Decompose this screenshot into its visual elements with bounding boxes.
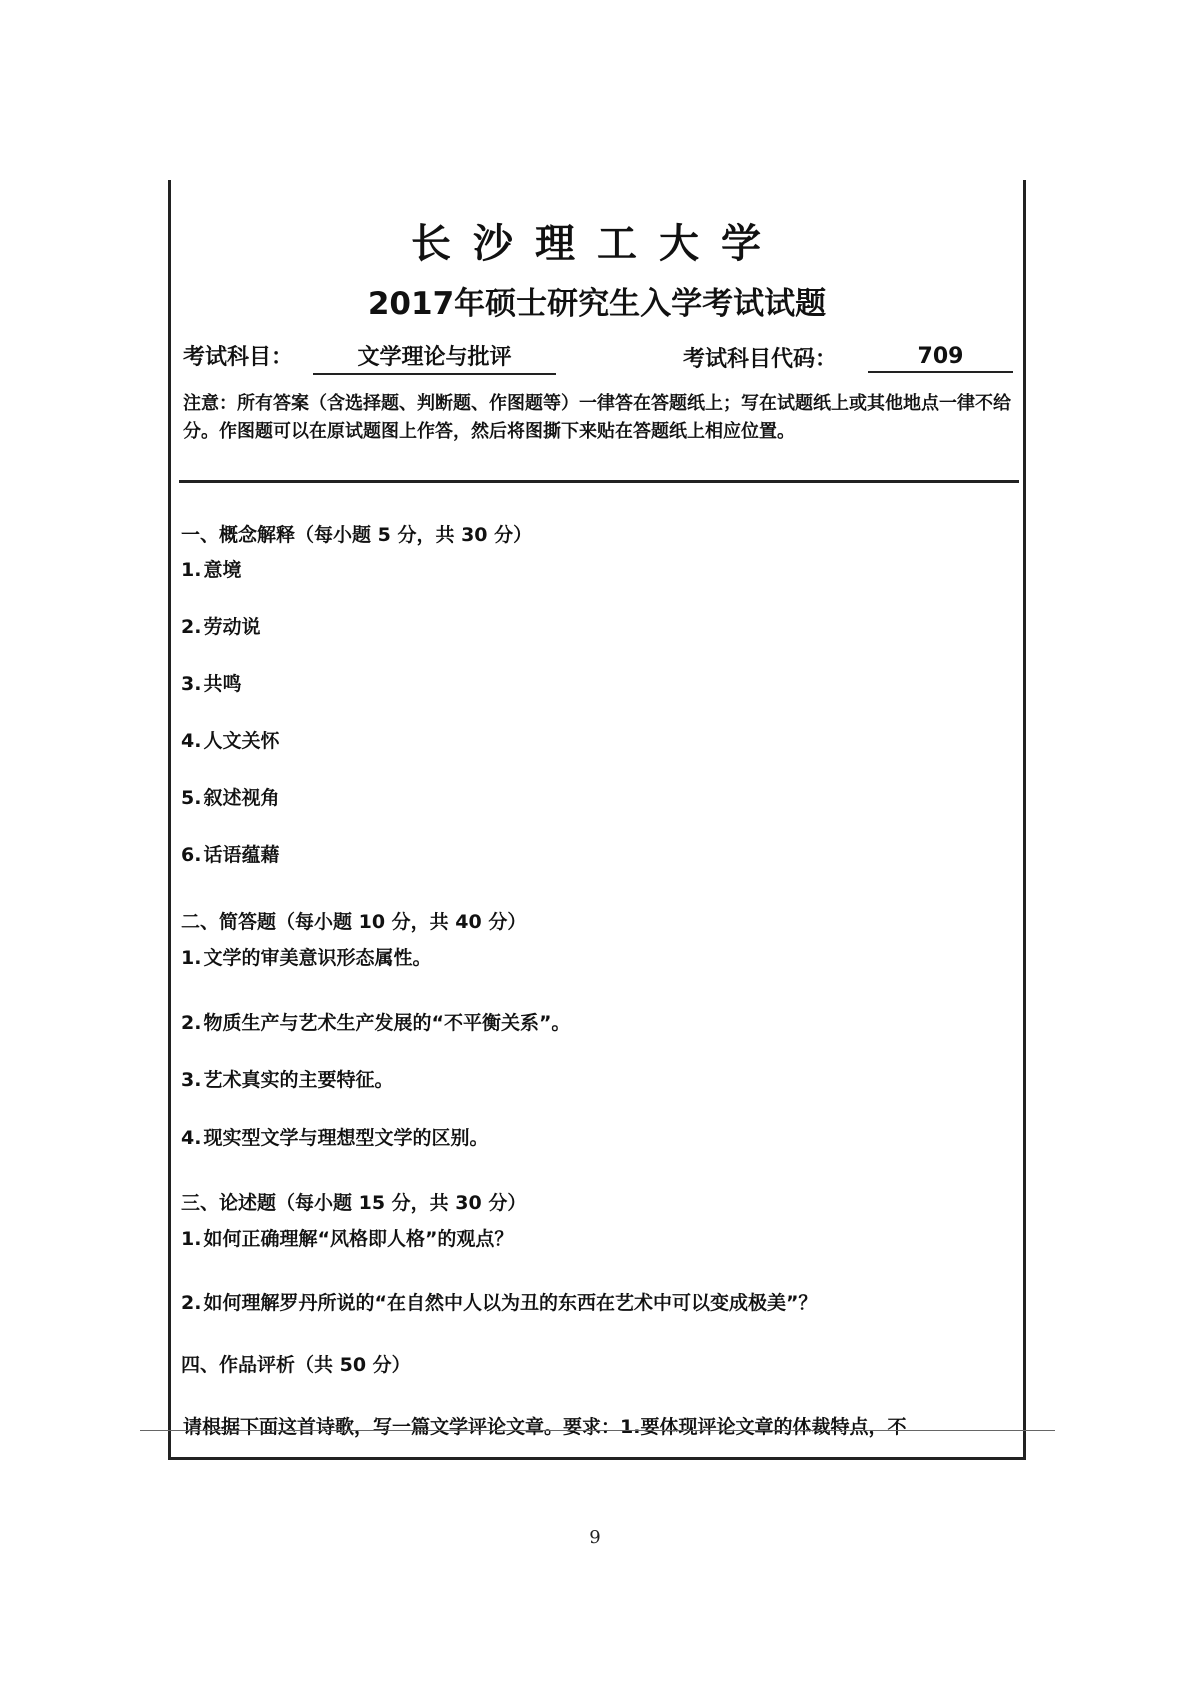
question-text: 请根据下面这首诗歌，写一篇文学评论文章。要求：1.要体现评论文章的体裁特点，不: [183, 1416, 907, 1438]
question-text: 共鸣: [203, 673, 242, 695]
exam-notice: 注意：所有答案（含选择题、判断题、作图题等）一律答在答题纸上；写在试题纸上或其他地点一律不给分。作图题可以在原试题图上作答，然后将图撕下来贴在答题纸上相应位置。: [183, 393, 1011, 442]
question-number: 2.: [181, 616, 202, 638]
question-text: 艺术真实的主要特征。: [203, 1069, 394, 1091]
question-number: 3.: [181, 673, 202, 695]
question-text: 现实型文学与理想型文学的区别。: [203, 1127, 489, 1149]
question-item: [181, 1123, 488, 1150]
question-item: [181, 612, 260, 639]
subject-code-value: 709: [868, 344, 1013, 373]
question-item: [181, 1224, 513, 1251]
question-number: 2.: [181, 1292, 202, 1314]
question-item: [181, 1008, 570, 1035]
section-title: 二、简答题（每小题 10 分，共 40 分）: [181, 911, 527, 933]
subject-row: [183, 340, 1013, 380]
question-number: 3.: [181, 1069, 202, 1091]
question-number: 6.: [181, 844, 202, 866]
question-text: 如何正确理解“风格即人格”的观点？: [203, 1228, 514, 1250]
question-text: 如何理解罗丹所说的“在自然中人以为丑的东西在艺术中可以变成极美”？: [203, 1292, 818, 1314]
question-item: [181, 1288, 817, 1315]
scan-crop-line: [140, 1430, 1055, 1431]
question-text: 话语蕴藉: [203, 844, 280, 866]
question-number: 1.: [181, 559, 202, 581]
subject-label: 考试科目：: [183, 345, 294, 370]
question-item: [181, 1412, 906, 1439]
question-number: 1.: [181, 1228, 202, 1250]
question-number: 2.: [181, 1012, 202, 1034]
question-item: [181, 943, 431, 970]
page-number: 9: [589, 1527, 601, 1548]
section-title: 一、概念解释（每小题 5 分，共 30 分）: [181, 524, 533, 546]
header-divider: [179, 480, 1019, 483]
exam-title: 2017年硕士研究生入学考试试题: [367, 286, 827, 322]
question-item: [181, 1065, 393, 1092]
subject-code-label: 考试科目代码：: [683, 347, 838, 372]
exam-sheet: [168, 180, 1026, 1460]
question-item: [181, 726, 279, 753]
question-number: 1.: [181, 947, 202, 969]
question-item: [181, 669, 241, 696]
question-text: 物质生产与艺术生产发展的“不平衡关系”。: [203, 1012, 571, 1034]
question-text: 意境: [203, 559, 242, 581]
section-title: 三、论述题（每小题 15 分，共 30 分）: [181, 1192, 527, 1214]
question-item: [181, 840, 279, 867]
question-number: 4.: [181, 730, 202, 752]
question-number: 4.: [181, 1127, 202, 1149]
subject-value: 文学理论与批评: [313, 340, 556, 375]
question-text: 叙述视角: [203, 787, 280, 809]
section-title: 四、作品评析（共 50 分）: [181, 1354, 411, 1376]
question-number: 5.: [181, 787, 202, 809]
question-text: 人文关怀: [203, 730, 280, 752]
university-name: 长沙理工大学: [411, 220, 783, 267]
question-item: [181, 783, 279, 810]
question-text: 文学的审美意识形态属性。: [203, 947, 432, 969]
question-text: 劳动说: [203, 616, 261, 638]
question-item: [181, 555, 241, 582]
